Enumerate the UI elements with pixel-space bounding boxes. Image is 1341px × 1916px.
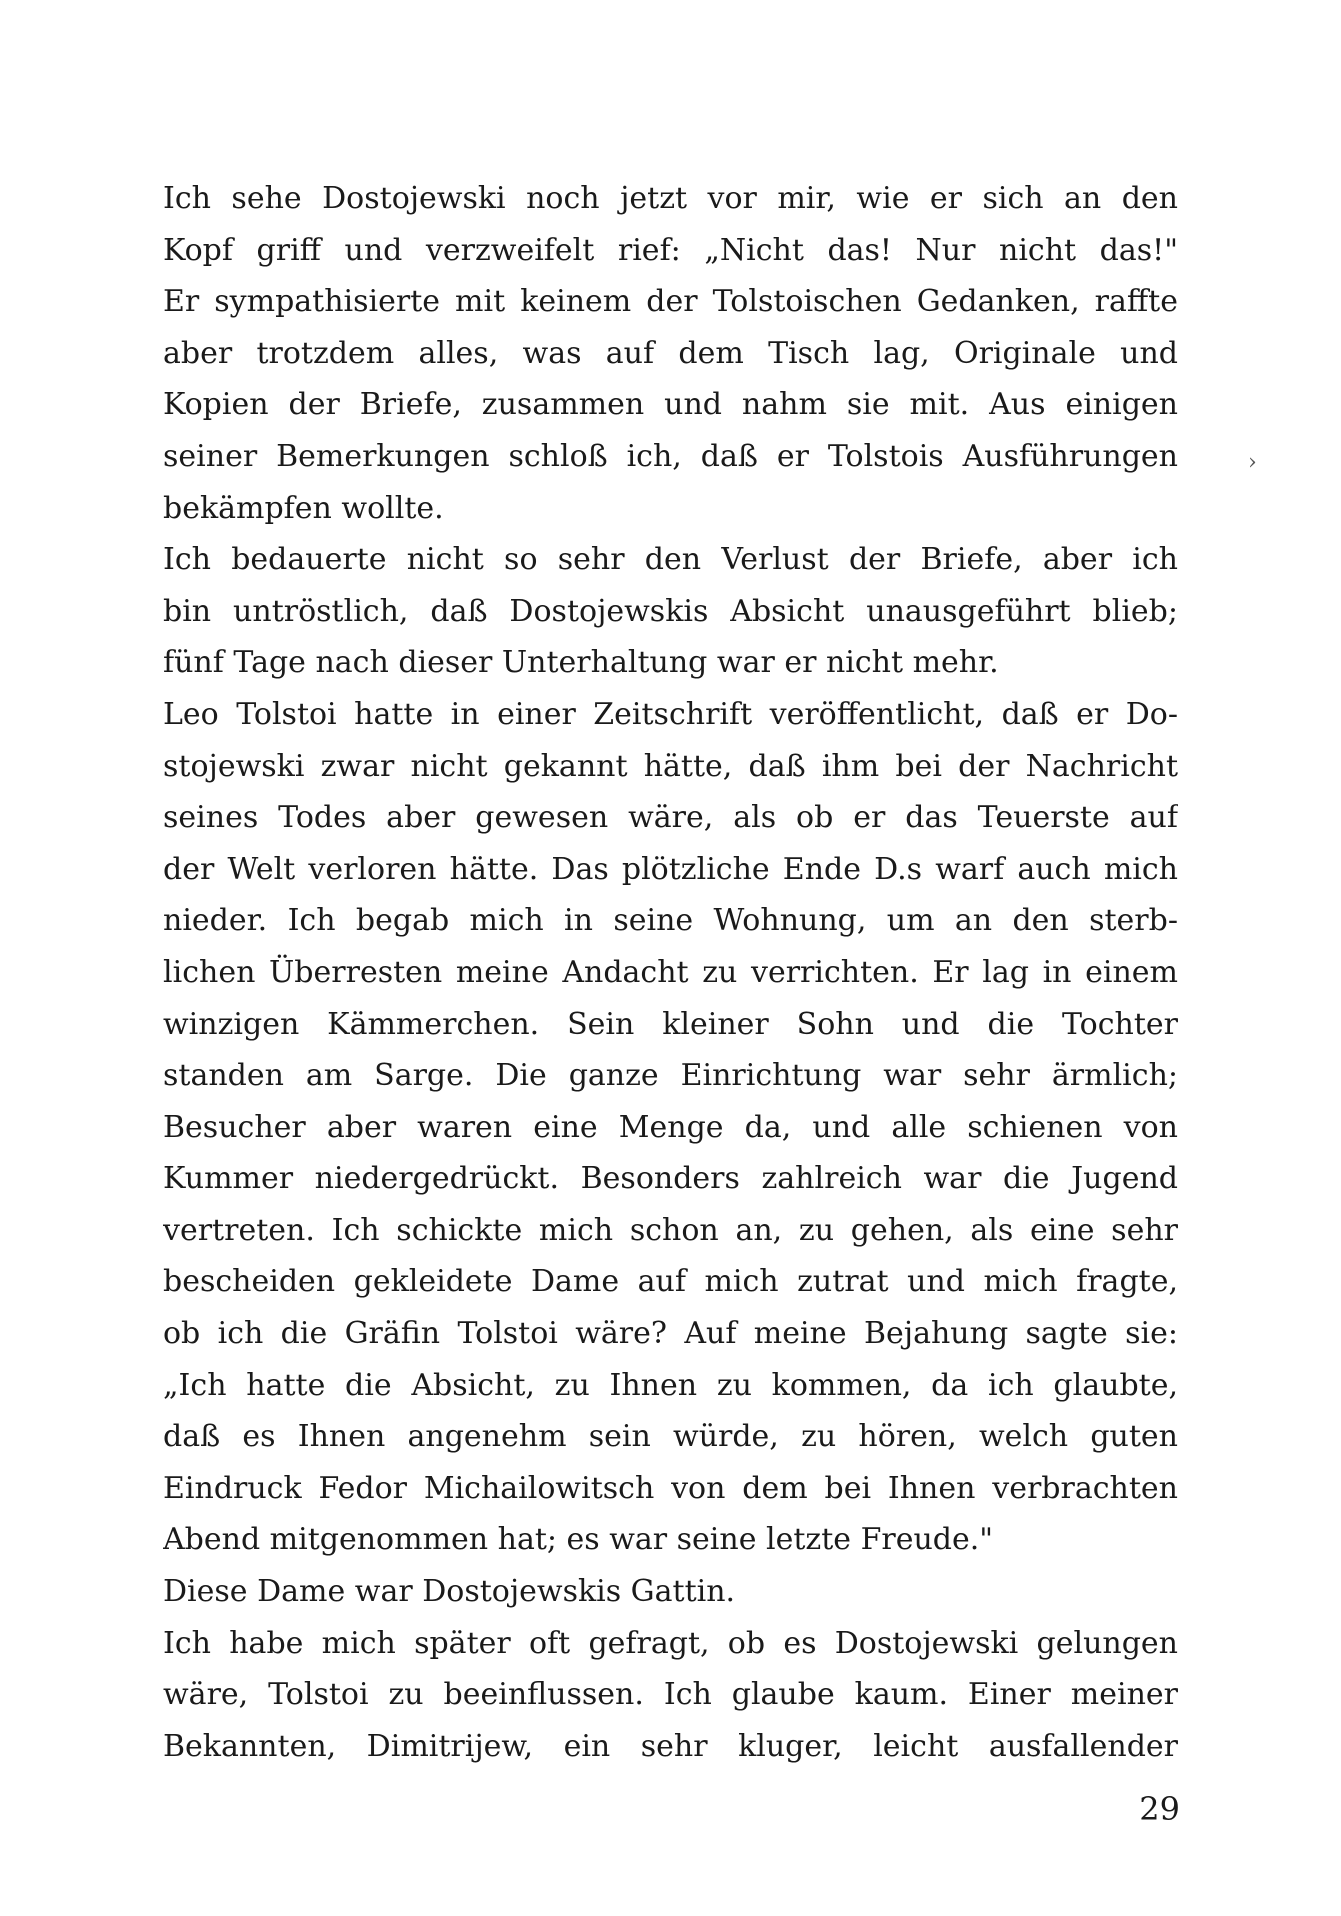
text-line: aber trotzdem alles, was auf dem Tisch lag, Originale und: [163, 335, 1178, 371]
text-line: Kummer niedergedrückt. Besonders zahlreich war die Jugend: [163, 1161, 1178, 1197]
page-number: 29: [1139, 1790, 1180, 1828]
text-line: „Ich hatte die Absicht, zu Ihnen zu kommen, da ich glaubte,: [163, 1367, 1178, 1403]
text-line: Er sympathisierte mit keinem der Tolstoischen Gedanken, raffte: [163, 284, 1178, 320]
text-line: ob ich die Gräfin Tolstoi wäre? Auf meine Bejahung sagte sie:: [163, 1316, 1178, 1352]
text-line: Leo Tolstoi hatte in einer Zeitschrift veröffentlicht, daß er Do-: [163, 696, 1178, 732]
text-line: bin untröstlich, daß Dostojewskis Absicht unausgeführt blieb;: [163, 593, 1178, 629]
text-line: der Welt verloren hätte. Das plötzliche Ende D.s warf auch mich: [163, 851, 1178, 887]
text-line: Bekannten, Dimitrijew, ein sehr kluger, leicht ausfallender: [163, 1728, 1178, 1764]
text-line: daß es Ihnen angenehm sein würde, zu hören, welch guten: [163, 1419, 1178, 1455]
text-line: Kopien der Briefe, zusammen und nahm sie mit. Aus einigen: [163, 387, 1178, 423]
text-line: Diese Dame war Dostojewskis Gattin.: [163, 1574, 736, 1610]
text-line: seiner Bemerkungen schloß ich, daß er Tolstois Ausführungen: [163, 438, 1178, 474]
text-line: Kopf griff und verzweifelt rief: „Nicht das! Nur nicht das!": [163, 232, 1178, 268]
text-line: lichen Überresten meine Andacht zu verrichten. Er lag in einem: [163, 954, 1178, 990]
body-text: [163, 173, 1178, 1772]
text-line: winzigen Kämmerchen. Sein kleiner Sohn und die Tochter: [163, 1006, 1178, 1042]
text-line: bekämpfen wollte.: [163, 490, 444, 526]
text-line: bescheiden gekleidete Dame auf mich zutrat und mich fragte,: [163, 1264, 1178, 1300]
text-line: seines Todes aber gewesen wäre, als ob er das Teuerste auf: [163, 800, 1178, 836]
text-line: nieder. Ich begab mich in seine Wohnung, um an den sterb-: [163, 903, 1178, 939]
text-line: wäre, Tolstoi zu beeinflussen. Ich glaube kaum. Einer meiner: [163, 1677, 1178, 1713]
text-line: Eindruck Fedor Michailowitsch von dem bei Ihnen verbrachten: [163, 1470, 1178, 1506]
text-line: standen am Sarge. Die ganze Einrichtung war sehr ärmlich;: [163, 1058, 1178, 1094]
text-line: Abend mitgenommen hat; es war seine letzte Freude.": [163, 1522, 994, 1558]
text-line: stojewski zwar nicht gekannt hätte, daß ihm bei der Nachricht: [163, 748, 1178, 784]
text-line: Ich bedauerte nicht so sehr den Verlust der Briefe, aber ich: [163, 542, 1178, 578]
text-line: fünf Tage nach dieser Unterhaltung war er nicht mehr.: [163, 645, 999, 681]
text-line: Besucher aber waren eine Menge da, und alle schienen von: [163, 1109, 1178, 1145]
text-line: Ich habe mich später oft gefragt, ob es Dostojewski gelungen: [163, 1625, 1178, 1661]
text-line: vertreten. Ich schickte mich schon an, zu gehen, als eine sehr: [163, 1212, 1178, 1248]
margin-mark: ›: [1248, 450, 1257, 475]
text-line: Ich sehe Dostojewski noch jetzt vor mir, wie er sich an den: [163, 181, 1178, 216]
